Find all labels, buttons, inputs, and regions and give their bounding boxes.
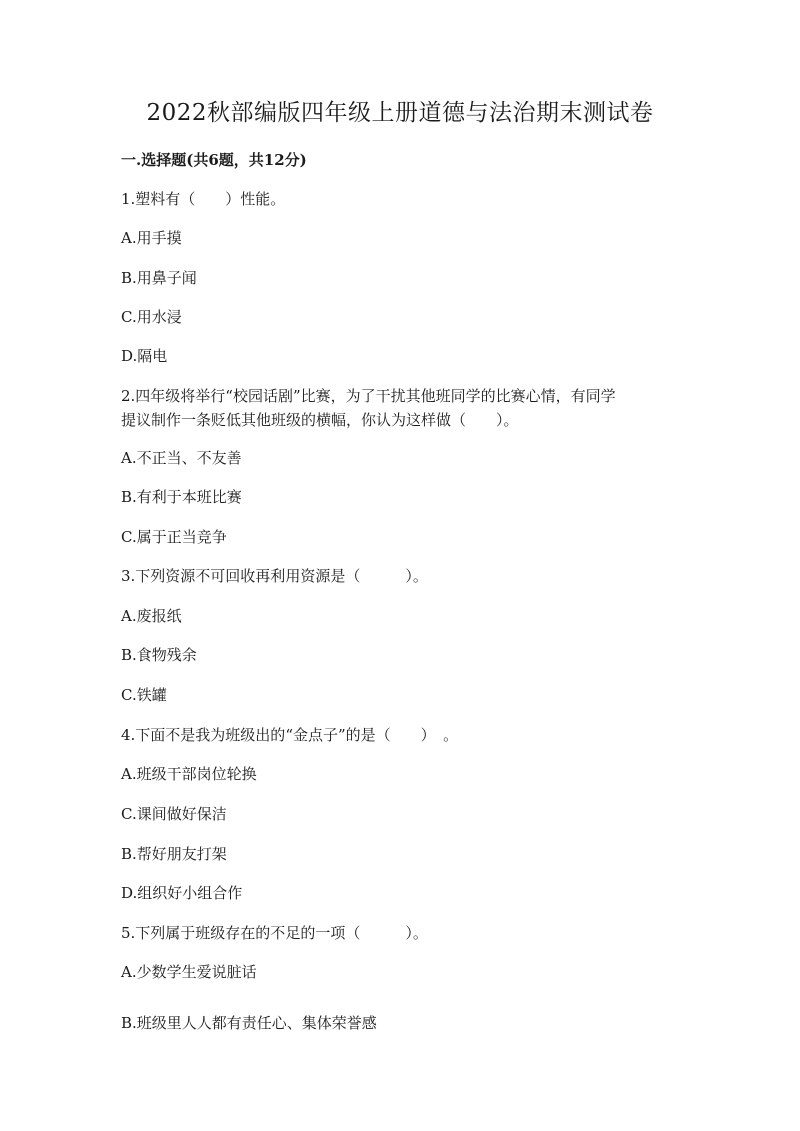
question-1-option-d: D.隔电 (121, 347, 168, 365)
section-heading: 一.选择题(共6题，共12分) (121, 151, 307, 169)
question-4-option-4: D.组织好小组合作 (121, 884, 243, 902)
question-4-option-3: B.帮好朋友打架 (121, 845, 227, 863)
question-5-option-a: A.少数学生爱说脏话 (121, 963, 257, 981)
question-1-option-a: A.用手摸 (121, 229, 182, 247)
question-2-stem-line-2: 提议制作一条贬低其他班级的横幅，你认为这样做（ ）。 (121, 411, 519, 429)
question-5-option-b: B.班级里人人都有责任心、集体荣誉感 (121, 1014, 377, 1032)
question-1-stem: 1.塑料有（ ）性能。 (121, 190, 286, 208)
question-3-option-b: B.食物残余 (121, 646, 197, 664)
page-title: 2022秋部编版四年级上册道德与法治期末测试卷 (146, 100, 654, 126)
question-3-option-a: A.废报纸 (121, 607, 182, 625)
question-3-option-c: C.铁罐 (121, 686, 167, 704)
question-4-option-1: A.班级干部岗位轮换 (121, 765, 257, 783)
question-2-option-a: A.不正当、不友善 (121, 449, 242, 467)
question-2-stem-line-1: 2.四年级将举行“校园话剧”比赛，为了干扰其他班同学的比赛心情，有同学 (121, 387, 616, 405)
question-1-option-b: B.用鼻子闻 (121, 269, 197, 287)
question-5-stem: 5.下列属于班级存在的不足的一项（ ）。 (121, 924, 428, 942)
question-3-stem: 3.下列资源不可回收再利用资源是（ ）。 (121, 567, 428, 585)
question-4-option-2: C.课间做好保洁 (121, 805, 227, 823)
question-2-option-c: C.属于正当竞争 (121, 528, 227, 546)
question-2-option-b: B.有利于本班比赛 (121, 488, 242, 506)
question-4-stem: 4.下面不是我为班级出的“金点子”的是（ ） 。 (121, 726, 459, 744)
question-1-option-c: C.用水浸 (121, 308, 182, 326)
